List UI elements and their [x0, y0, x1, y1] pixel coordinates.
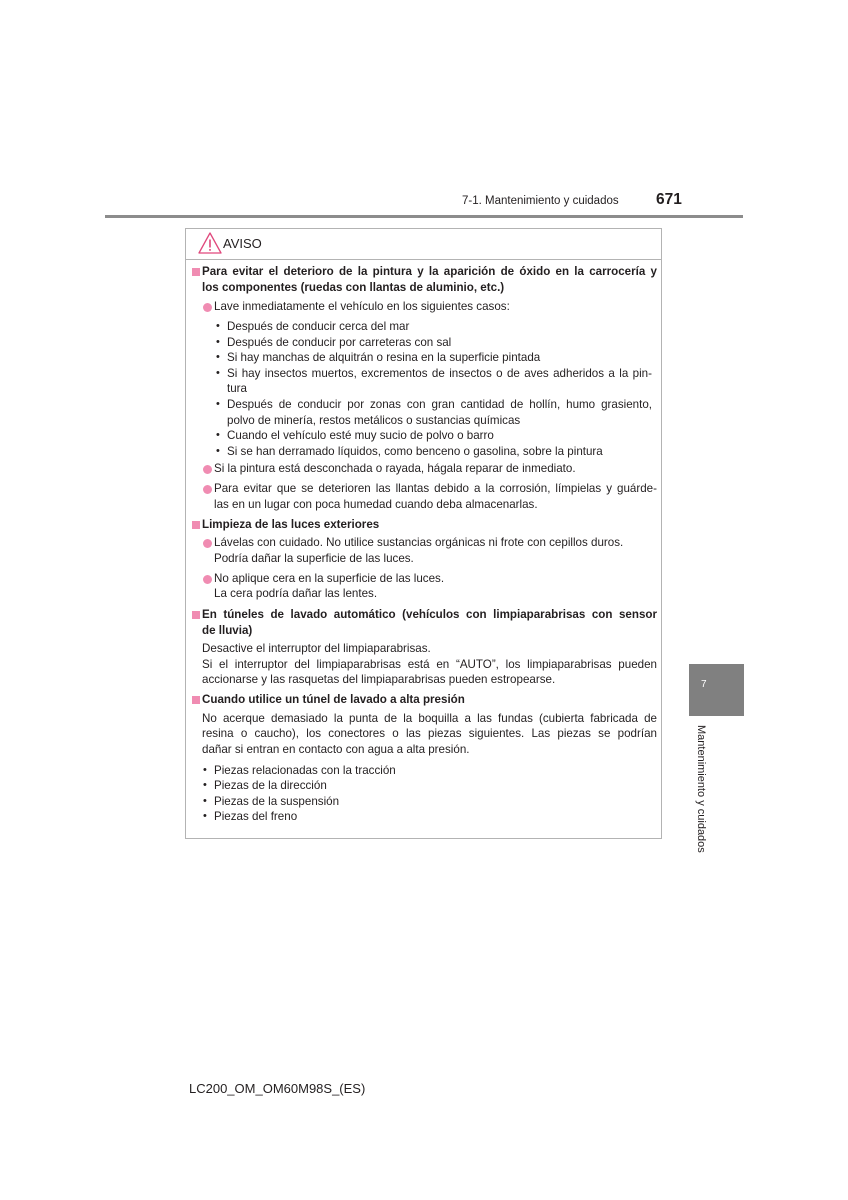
- pink-square-icon: [192, 268, 200, 276]
- list-item: Después de conducir por carreteras con sal: [227, 336, 452, 349]
- warning-triangle-icon: [198, 232, 222, 254]
- list-item: Piezas de la suspensión: [214, 795, 340, 808]
- bullet-icon: •: [216, 336, 220, 348]
- pink-square-icon: [192, 696, 200, 704]
- bullet-icon: •: [216, 367, 220, 379]
- paragraph: Lávelas con cuidado. No utilice sustancias orgánicas ni frote con cepillos duros.: [214, 536, 624, 549]
- paragraph: La cera podría dañar las lentes.: [214, 587, 378, 600]
- pink-square-icon: [192, 611, 200, 619]
- section-title: Para evitar el deterioro de la pintura y la aparición de óxido en la carrocería y: [202, 265, 657, 278]
- footer-document-code: LC200_OM_OM60M98S_(ES): [189, 1081, 366, 1096]
- bullet-icon: •: [203, 764, 207, 776]
- bullet-icon: •: [216, 351, 220, 363]
- warning-header: [186, 229, 661, 260]
- pink-square-icon: [192, 521, 200, 529]
- paragraph: dañar si entran en contacto con agua a alta presión.: [202, 743, 470, 756]
- list-item: Cuando el vehículo esté muy sucio de polvo o barro: [227, 429, 494, 442]
- bullet-icon: •: [216, 398, 220, 410]
- section-title: los componentes (ruedas con llantas de aluminio, etc.): [202, 281, 505, 294]
- list-item: Si hay insectos muertos, excrementos de insectos o de aves adheridos a la pin-: [227, 367, 652, 380]
- header-rule: [105, 215, 743, 218]
- section-title: Cuando utilice un túnel de lavado a alta presión: [202, 693, 465, 706]
- list-item: tura: [227, 382, 247, 395]
- bullet-icon: •: [216, 429, 220, 441]
- bullet-icon: •: [216, 320, 220, 332]
- paragraph: las en un lugar con poca humedad cuando deba almacenarlas.: [214, 498, 538, 511]
- pink-circle-icon: [203, 303, 212, 312]
- paragraph: Desactive el interruptor del limpiaparabrisas.: [202, 642, 431, 655]
- paragraph: Si la pintura está desconchada o rayada, hágala reparar de inmediato.: [214, 462, 576, 475]
- list-item: Después de conducir por zonas con gran cantidad de hollín, humo grasiento,: [227, 398, 652, 411]
- paragraph: Podría dañar la superficie de las luces.: [214, 552, 414, 565]
- bullet-icon: •: [203, 795, 207, 807]
- chapter-number: 7: [701, 679, 707, 690]
- list-item: Si hay manchas de alquitrán o resina en la superficie pintada: [227, 351, 541, 364]
- section-title: En túneles de lavado automático (vehículos con limpiaparabrisas con sensor: [202, 608, 657, 621]
- paragraph: No acerque demasiado la punta de la boquilla a las fundas (cubierta fabricada de: [202, 712, 657, 725]
- chapter-tab: [689, 664, 744, 716]
- pink-circle-icon: [203, 575, 212, 584]
- list-item: Después de conducir cerca del mar: [227, 320, 410, 333]
- list-item: polvo de minería, restos metálicos o sustancias químicas: [227, 414, 521, 427]
- paragraph: No aplique cera en la superficie de las luces.: [214, 572, 445, 585]
- page-number: 671: [656, 191, 682, 208]
- section-title: de lluvia): [202, 624, 253, 637]
- list-item: Piezas relacionadas con la tracción: [214, 764, 396, 777]
- paragraph: Si el interruptor del limpiaparabrisas está en “AUTO”, los limpiaparabrisas pueden: [202, 658, 657, 671]
- bullet-icon: •: [216, 445, 220, 457]
- paragraph: resina o caucho), los conectores o las piezas siguientes. Las piezas se podrían: [202, 727, 657, 740]
- section-title: Limpieza de las luces exteriores: [202, 518, 380, 531]
- paragraph: accionarse y las rasquetas del limpiaparabrisas pueden estropearse.: [202, 673, 556, 686]
- warning-label: AVISO: [223, 236, 262, 251]
- paragraph: Lave inmediatamente el vehículo en los siguientes casos:: [214, 300, 510, 313]
- bullet-icon: •: [203, 810, 207, 822]
- paragraph: Para evitar que se deterioren las llantas debido a la corrosión, límpielas y guárde-: [214, 482, 657, 495]
- bullet-icon: •: [203, 779, 207, 791]
- header-section-title: 7-1. Mantenimiento y cuidados: [462, 195, 619, 207]
- warning-box: [185, 228, 662, 839]
- list-item: Si se han derramado líquidos, como benceno o gasolina, sobre la pintura: [227, 445, 603, 458]
- chapter-title: Mantenimiento y cuidados: [695, 725, 707, 853]
- pink-circle-icon: [203, 465, 212, 474]
- pink-circle-icon: [203, 539, 212, 548]
- list-item: Piezas del freno: [214, 810, 298, 823]
- list-item: Piezas de la dirección: [214, 779, 327, 792]
- pink-circle-icon: [203, 485, 212, 494]
